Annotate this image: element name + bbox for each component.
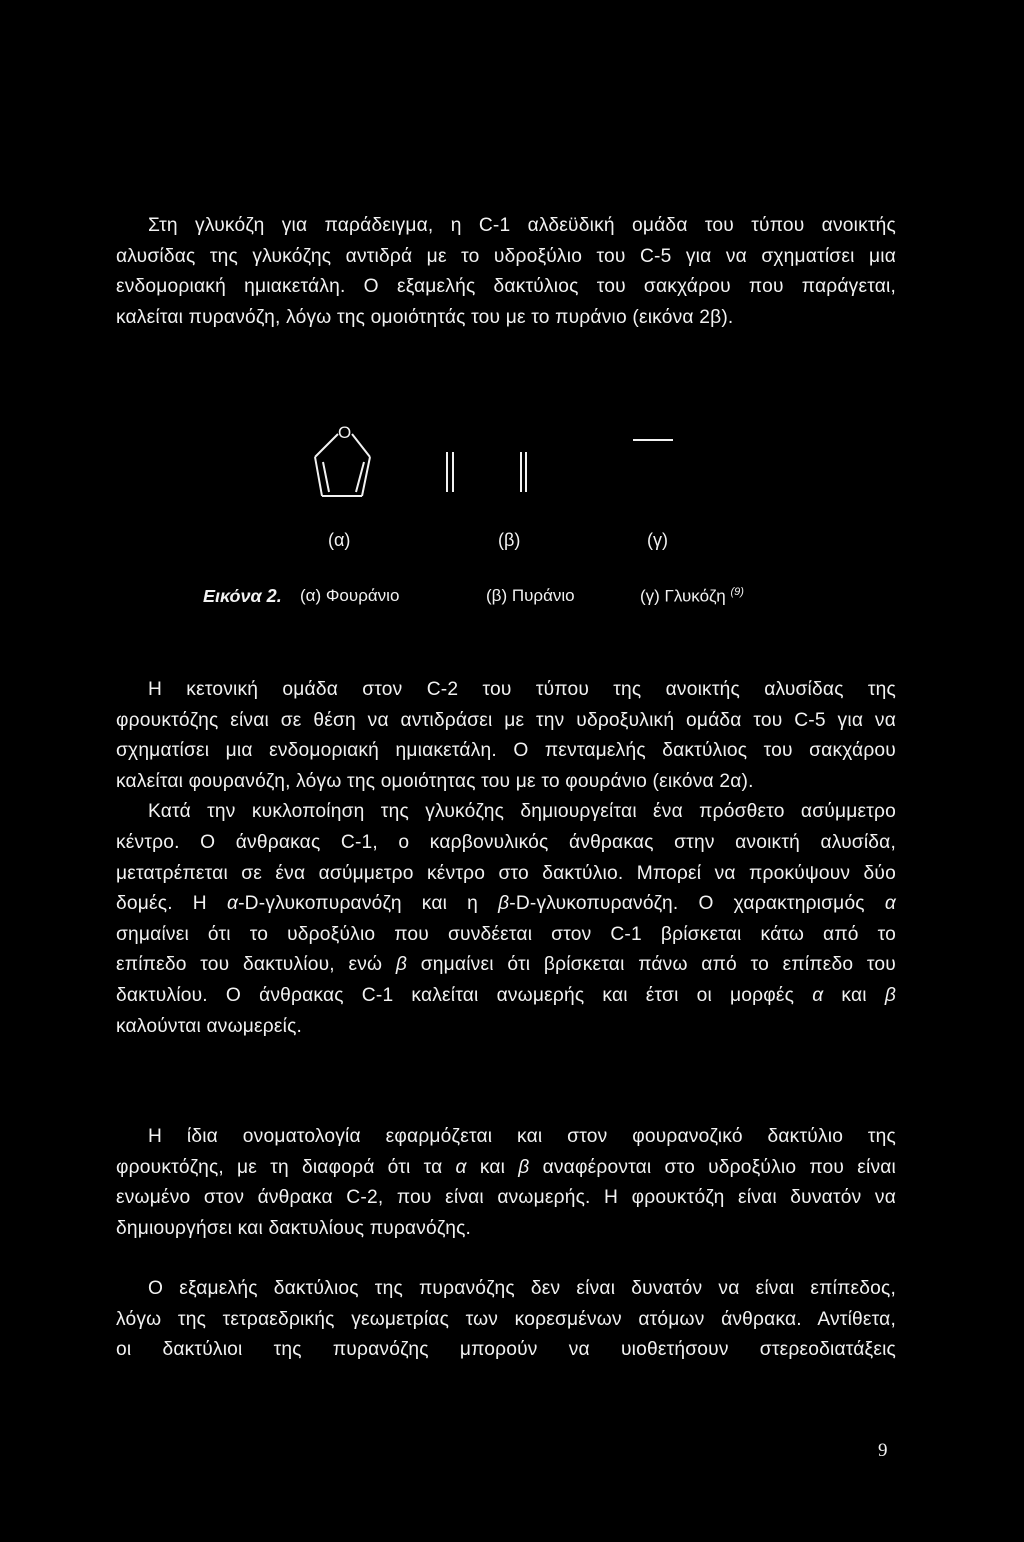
text-line: φρουκτόζης είναι σε θέση να αντιδράσει με την υδροξυλική ομάδα του C-5 για να — [116, 709, 896, 731]
caption-c-text: (γ) Γλυκόζη — [640, 586, 726, 606]
label-a: (α) — [328, 530, 351, 550]
text-line — [116, 950, 896, 981]
text-span: -D-γλυκοπυρανόζη. Ο χαρακτηρισμός — [509, 893, 885, 915]
text-span: -D-γλυκοπυρανόζη και η — [238, 893, 499, 915]
page-number: 9 — [878, 1440, 888, 1461]
greek-beta: β — [884, 984, 896, 1006]
paragraph-fructose-furanose — [116, 675, 896, 1042]
text-line — [116, 981, 896, 1012]
caption-c — [640, 586, 744, 607]
caption-title: Εικόνα 2. — [203, 586, 282, 606]
text-line: καλείται φουρανόζη, λόγω της ομοιότητας του με το φουράνιο (εικόνα 2α). — [116, 770, 754, 792]
furan-ring — [315, 434, 370, 496]
greek-alpha: α — [812, 984, 824, 1006]
text-span: επίπεδο του δακτυλίου, ενώ — [116, 954, 396, 976]
text-line: αλυσίδας της γλυκόζης αντιδρά με το υδροξύλιο του C-5 για να σχηματίσει μια — [116, 245, 896, 267]
text-line: ενωμένο στον άνθρακα C-2, που είναι ανωμερής. Η φρουκτόζη είναι δυνατόν να — [116, 1187, 896, 1209]
greek-alpha: α — [226, 893, 239, 915]
greek-beta: β — [498, 893, 510, 915]
label-b: (β) — [498, 530, 521, 550]
figure-caption — [0, 586, 1024, 618]
text-line — [116, 1153, 896, 1184]
text-line: Κατά την κυκλοποίηση της γλυκόζης δημιουργείται ένα πρόσθετο ασύμμετρο — [148, 801, 896, 823]
text-line — [116, 889, 896, 920]
text-span: αναφέρονται στο υδροξύλιο που είναι — [529, 1156, 896, 1178]
paragraph-nomenclature — [116, 1122, 896, 1244]
text-line: ενδομοριακή ημιακετάλη. Ο εξαμελής δακτύλιος του σακχάρου που παράγεται, — [116, 276, 896, 298]
text-line: οι δακτύλιοι της πυρανόζης μπορούν να υιοθετήσουν στερεοδιατάξεις — [116, 1339, 896, 1361]
oxygen-atom-label: O — [338, 423, 352, 442]
text-line: Η κετονική ομάδα στον C-2 του τύπου της ανοικτής αλυσίδας της — [148, 679, 896, 700]
text-span: δομές. Η — [116, 893, 227, 915]
text-line: Η ίδια ονοματολογία εφαρμόζεται και στον φουρανοζικό δακτύλιο της — [148, 1126, 896, 1147]
caption-a: (α) Φουράνιο — [300, 586, 400, 605]
text-line: καλούνται ανωμερείς. — [116, 1015, 303, 1037]
figure-labels — [0, 530, 1024, 560]
text-line: μετατρέπεται σε ένα ασύμμετρο κέντρο στο δακτύλιο. Μπορεί να προκύψουν δύο — [116, 862, 896, 884]
text-line: καλείται πυρανόζη, λόγω της ομοιότητάς του με το πυράνιο (εικόνα 2β). — [116, 306, 734, 328]
text-span: δακτυλίου. Ο άνθρακας C-1 καλείται ανωμερής και έτσι οι μορφές — [116, 984, 813, 1006]
text-span: φρουκτόζης, με τη διαφορά ότι τα — [116, 1156, 456, 1178]
greek-alpha: α — [884, 893, 896, 915]
paragraph-pyranose-conformation — [116, 1274, 896, 1366]
text-line: λόγω της τετραεδρικής γεωμετρίας των κορεσμένων ατόμων άνθρακα. Αντίθετα, — [116, 1308, 896, 1330]
paragraph-glucose-pyranose — [116, 211, 896, 333]
label-c: (γ) — [647, 530, 668, 550]
glucose-fragment — [521, 452, 526, 492]
greek-alpha: α — [455, 1156, 467, 1178]
text-span: και — [823, 984, 885, 1006]
greek-beta: β — [395, 954, 408, 976]
text-line: Ο εξαμελής δακτύλιος της πυρανόζης δεν είναι δυνατόν να είναι επίπεδος, — [148, 1278, 896, 1299]
text-line: Στη γλυκόζη για παράδειγμα, η C-1 αλδεϋδική ομάδα του τύπου ανοικτής — [148, 215, 896, 236]
greek-beta: β — [518, 1156, 530, 1178]
text-span: και — [466, 1156, 519, 1178]
caption-ref: (9) — [730, 586, 744, 598]
text-line: σημαίνει ότι το υδροξύλιο που συνδέεται στον C-1 βρίσκεται κάτω από το — [116, 923, 896, 945]
text-line: σχηματίσει μια ενδομοριακή ημιακετάλη. Ο πενταμελής δακτύλιος του σακχάρου — [116, 740, 896, 762]
text-line: κέντρο. Ο άνθρακας C-1, ο καρβονυλικός άνθρακας στην ανοικτή αλυσίδα, — [116, 831, 896, 853]
caption-b: (β) Πυράνιο — [486, 586, 575, 605]
text-line: δημιουργήσει και δακτυλίους πυρανόζης. — [116, 1217, 472, 1239]
pyran-fragment — [447, 452, 453, 492]
figure-2-structures — [300, 418, 700, 508]
text-span: σημαίνει ότι βρίσκεται πάνω από το επίπεδο του — [407, 954, 896, 976]
